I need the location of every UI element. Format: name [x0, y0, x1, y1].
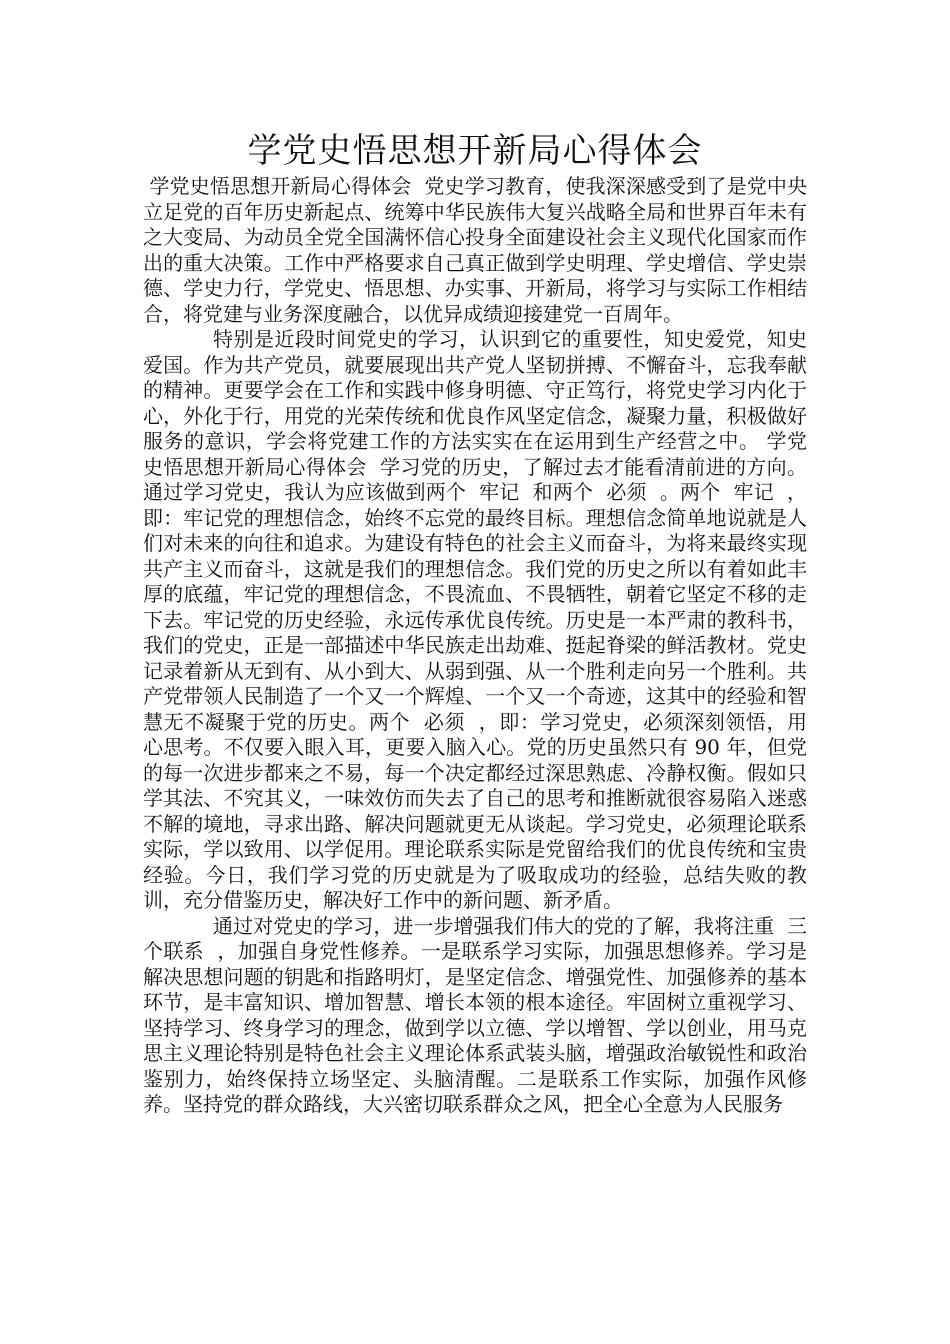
document-page [143, 128, 807, 1118]
paragraph-2: 特别是近段时间党史的学习，认识到它的重要性，知史爱党，知史爱国。作为共产党员，就要展现出共产党人坚韧拼搏、不懈奋斗，忘我奉献的精神。更要学会在工作和实践中修身明德、守正笃行，将党史学习内化于心，外化于行，用党的光荣传统和优良作风坚定信念，凝聚力量，积极做好服务的意识，学会将党建工作的方法实实在在运用到生产经营之中。 学党史悟思想开新局心得体会 学习党的历史，了解过去才能看清前进的方向。通过学习党史，我认为应该做到两个 牢记 和两个 必须 。两个 牢记 ，即：牢记党的理想信念，始终不忘党的最终目标。理想信念简单地说就是人们对未来的向往和追求。为建设有特色的社会主义而奋斗，为将来最终实现共产主义而奋斗，这就是我们的理想信念。我们党的历史之所以有着如此丰厚的底蕴，牢记党的理想信念，不畏流血、不畏牺牲，朝着它坚定不移的走下去。牢记党的历史经验，永远传承优良传统。历史是一本严肃的教科书，我们的党史，正是一部描述中华民族走出劫难、挺起脊梁的鲜活教材。党史记录着新从无到有、从小到大、从弱到强、从一个胜利走向另一个胜利。共产党带领人民制造了一个又一个辉煌、一个又一个奇迹，这其中的经验和智慧无不凝聚于党的历史。两个 必须 ，即：学习党史，必须深刻领悟，用心思考。不仅要入眼入耳，更要入脑入心。党的历史虽然只有 90 年，但党的每一次进步都来之不易，每一个决定都经过深思熟虑、冷静权衡。假如只学其法、不究其义，一味效仿而失去了自己的思考和推断就很容易陷入迷惑不解的境地，寻求出路、解决问题就更无从谈起。学习党史，必须理论联系实际，学以致用、以学促用。理论联系实际是党留给我们的优良传统和宝贵经验。今日，我们学习党的历史就是为了吸取成功的经验，总结失败的教训，充分借鉴历史，解决好工作中的新问题、新矛盾。 [143, 327, 807, 912]
paragraph-3: 通过对党史的学习，进一步增强我们伟大的党的了解，我将注重 三个联系 ，加强自身党性修养。一是联系学习实际，加强思想修养。学习是解决思想问题的钥匙和指路明灯，是坚定信念、增强党性、加强修养的基本环节，是丰富知识、增加智慧、增长本领的根本途径。牢固树立重视学习、坚持学习、终身学习的理念，做到学以立德、学以增智、学以创业，用马克思主义理论特别是特色社会主义理论体系武装头脑，增强政治敏锐性和政治鉴别力，始终保持立场坚定、头脑清醒。二是联系工作实际，加强作风修养。坚持党的群众路线，大兴密切联系群众之风，把全心全意为人民服务 [143, 913, 807, 1116]
document-title: 学党史悟思想开新局心得体会 [247, 131, 703, 171]
paragraph-1: 学党史悟思想开新局心得体会 党史学习教育，使我深深感受到了是党中央立足党的百年历史新起点、统筹中华民族伟大复兴战略全局和世界百年未有之大变局、为动员全党全国满怀信心投身全面建设社会主义现代化国家而作出的重大决策。工作中严格要求自己真正做到学史明理、学史增信、学史崇德、学史力行，学党史、悟思想、办实事、开新局，将学习与实际工作相结合，将党建与业务深度融合，以优异成绩迎接建党一百周年。 [143, 174, 808, 326]
